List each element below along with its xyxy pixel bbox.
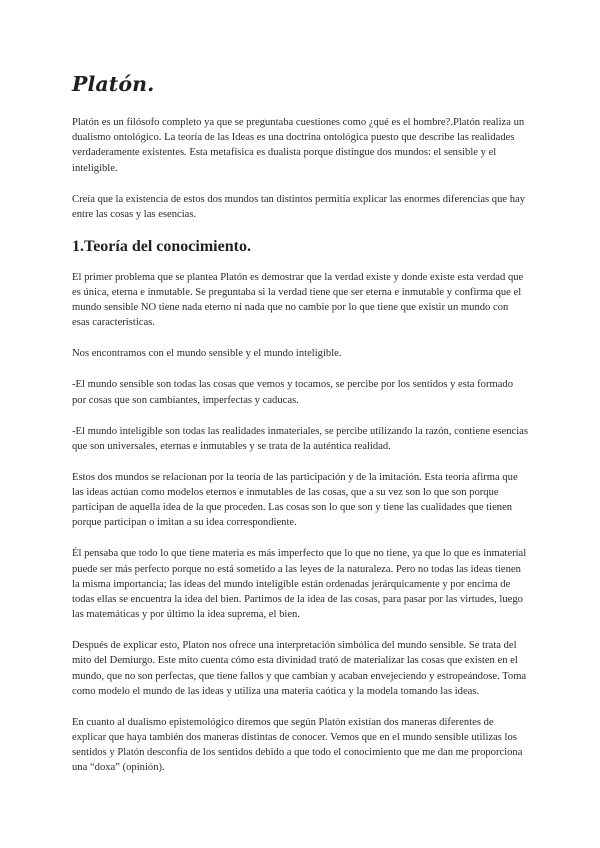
body-paragraph: -El mundo inteligible son todas las realidades inmateriales, se percibe utilizando la razón, contiene esencias que son universales, eternas e inmutables y se trata de la auténtica realidad. <box>72 425 528 452</box>
document-title: Platón. <box>72 72 155 96</box>
section-heading: 1.Teoría del conocimiento. <box>72 237 251 255</box>
body-paragraph: Él pensaba que todo lo que tiene materia es más imperfecto que lo que no tiene, ya que lo que es inmaterial puede ser más perfecto porque no está sometido a las leyes de la naturaleza. Pero no todas las ideas tienen la misma importancia; las ideas del mundo inteligible están ordenadas jerárquicamente y por encima de todas ellas se encuentra la idea del bien. Partimos de la idea de las cosas, para pasar por las virtudes, luego las matemáticas y por último la idea suprema, el bien. <box>72 548 527 621</box>
body-paragraph: Estos dos mundos se relacionan por la teoría de las participación y de la imitación. Esta teoría afirma que las ideas actúan como modelos eternos e inmutables de las cosas, que a su vez son lo que son porque participan de aquella idea de la que proceden. Las cosas son lo que son y tiene las cualidades que tienen porque participan o imitan a su idea correspondiente. <box>72 471 518 529</box>
body-paragraph: Nos encontramos con el mundo sensible y el mundo inteligible. <box>72 348 342 360</box>
intro-paragraph: Platón es un filósofo completo ya que se preguntaba cuestiones como ¿qué es el hombre?.Platón realiza un dualismo ontológico. La teoría de las Ideas es una doctrina ontológica puesto que describe las realidades verdaderamente existentes. Esta metafísica es dualista porque distingue dos mundos: el sensible y el inteligible. <box>72 117 525 174</box>
body-paragraph: -El mundo sensible son todas las cosas que vemos y tocamos, se percibe por los sentidos y esta formado por cosas que son cambiantes, imperfectas y caducas. <box>72 379 514 406</box>
body-paragraph: En cuanto al dualismo epistemológico diremos que según Platón existían dos maneras diferentes de explicar que haya también dos maneras distintas de conocer. Vemos que en el mundo sensible utilizas los sentidos y Platón desconfía de los sentidos debido a que todo el conocimiento que me dan me proporciona una “doxa” (opinión). <box>72 716 523 774</box>
intro-paragraph: Creía que la existencia de estos dos mundos tan distintos permitía explicar las enormes diferencias que hay entre las cosas y las esencias. <box>72 193 526 220</box>
body-paragraph: Después de explicar esto, Platon nos ofrece una interpretación simbólica del mundo sensible. Se trata del mito del Demiurgo. Este mito cuenta cómo esta divinidad trató de materializar las cosas que existen en el mundo, que no son perfectas, que tiene fallos y que cambian y acaban envejeciendo y estropeándose. Toma como modelo el mundo de las ideas y utiliza una materia caótica y la modela tomando las ideas. <box>72 640 527 697</box>
body-paragraph: El primer problema que se plantea Platón es demostrar que la verdad existe y donde existe esta verdad que es única, eterna e inmutable. Se preguntaba si la verdad tiene que ser eterna e inmutable y confirma que el mundo sensible NO tiene nada eterno ni nada que no cambie por lo que tiene que existir un mundo con esas características. <box>72 271 524 329</box>
